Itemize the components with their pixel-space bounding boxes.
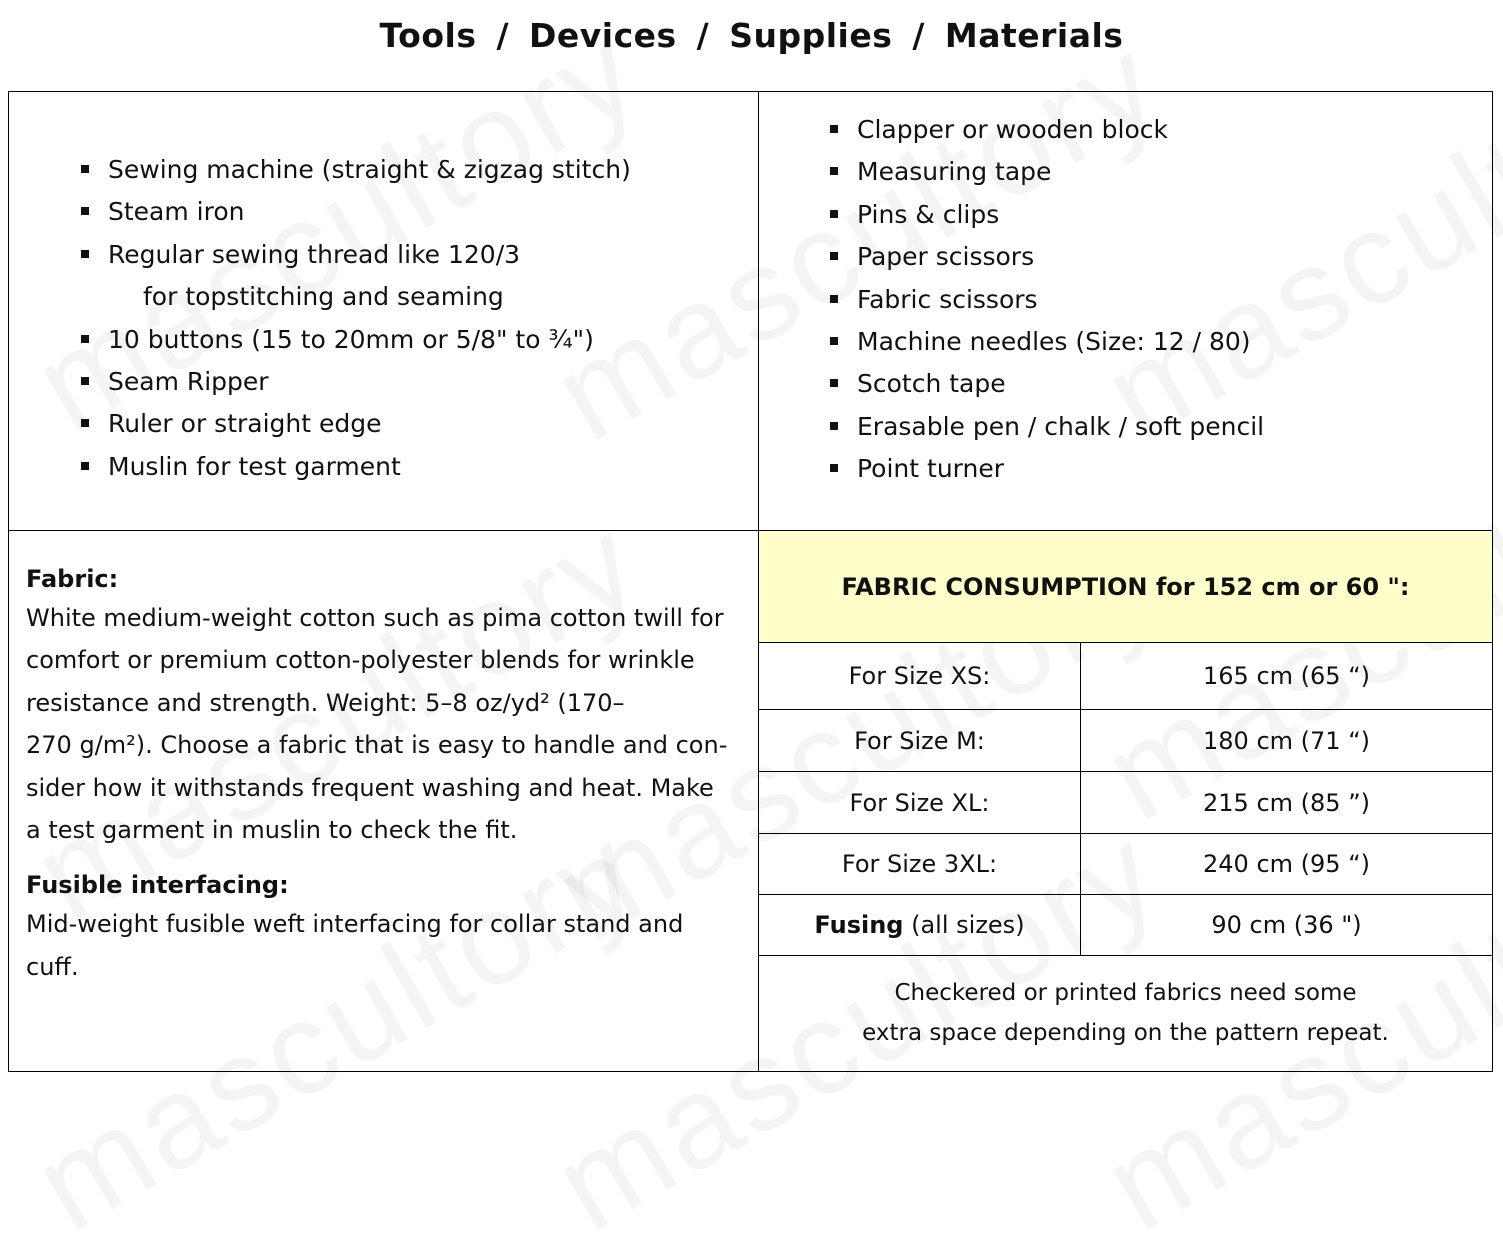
fusing-label-bold: Fusing: [814, 911, 904, 939]
table-row: [759, 710, 1492, 772]
fabric-text-line: 270 g/m²). Choose a fabric that is easy to handle and con-: [26, 731, 728, 760]
size-amount: 215 cm (85 ”): [1081, 772, 1493, 834]
fusing-amount: 90 cm (36 "): [1081, 895, 1493, 956]
page-title: Tools / Devices / Supplies / Materials: [379, 16, 1124, 55]
table-row: [759, 834, 1492, 895]
size-label: For Size M:: [759, 710, 1081, 772]
consumption-panel: [758, 530, 1493, 1072]
size-label: For Size XL:: [759, 772, 1081, 834]
list-item: Seam Ripper: [81, 361, 631, 403]
list-item: Regular sewing thread like 120/3: [81, 234, 631, 276]
consumption-table: [759, 643, 1492, 956]
size-label: For Size 3XL:: [759, 834, 1081, 895]
list-item: Erasable pen / chalk / soft pencil: [830, 406, 1264, 448]
table-row: [759, 772, 1492, 834]
fabric-heading: Fabric:: [26, 565, 119, 593]
tools-list-left: [81, 149, 631, 488]
fabric-text-line: resistance and strength. Weight: 5–8 oz/yd² (170–: [26, 688, 625, 717]
list-item: Sewing machine (straight & zigzag stitch): [81, 149, 631, 191]
list-item: Scotch tape: [830, 363, 1264, 405]
fabric-description: [26, 561, 751, 988]
fabric-text-line: sider how it withstands frequent washing and heat. Make: [26, 773, 714, 802]
list-item-continuation: for topstitching and seaming: [143, 282, 504, 312]
list-item: Pins & clips: [830, 194, 1264, 236]
list-item: Muslin for test garment: [81, 446, 631, 488]
interfacing-text-line: Mid-weight fusible weft interfacing for collar stand and: [26, 910, 684, 939]
size-label: For Size XS:: [759, 643, 1081, 710]
list-item: Fabric scissors: [830, 279, 1264, 321]
list-item: Machine needles (Size: 12 / 80): [830, 321, 1264, 363]
tools-list-right: [830, 109, 1264, 491]
fusing-label: [759, 895, 1081, 956]
list-item: Measuring tape: [830, 151, 1264, 193]
size-amount: 165 cm (65 “): [1081, 643, 1493, 710]
list-item: Clapper or wooden block: [830, 109, 1264, 151]
table-row: [759, 643, 1492, 710]
list-item: Steam iron: [81, 191, 631, 233]
size-amount: 180 cm (71 “): [1081, 710, 1493, 772]
list-item: Paper scissors: [830, 236, 1264, 278]
note-line: extra space depending on the pattern repeat.: [862, 1020, 1389, 1046]
consumption-header: FABRIC CONSUMPTION for 152 cm or 60 ":: [759, 531, 1492, 643]
interfacing-text-line: cuff.: [26, 952, 79, 981]
tools-panel-left: [8, 91, 759, 531]
list-item: 10 buttons (15 to 20mm or 5/8" to ¾"): [81, 319, 631, 361]
fabric-text-line: White medium-weight cotton such as pima cotton twill for: [26, 604, 724, 632]
list-item: Point turner: [830, 448, 1264, 490]
fabric-text-line: comfort or premium cotton-polyester blends for wrinkle: [26, 646, 695, 675]
pattern-repeat-note: [759, 973, 1492, 1053]
fusing-label-rest: (all sizes): [903, 911, 1025, 939]
note-line: Checkered or printed fabrics need some: [894, 980, 1357, 1006]
size-amount: 240 cm (95 “): [1081, 834, 1493, 895]
fabric-panel: [8, 530, 759, 1072]
list-item: Ruler or straight edge: [81, 403, 631, 445]
tools-panel-right: [758, 91, 1493, 531]
fabric-text-line: a test garment in muslin to check the fit.: [26, 816, 518, 845]
table-row-fusing: [759, 895, 1492, 956]
interfacing-heading: Fusible interfacing:: [26, 871, 289, 900]
